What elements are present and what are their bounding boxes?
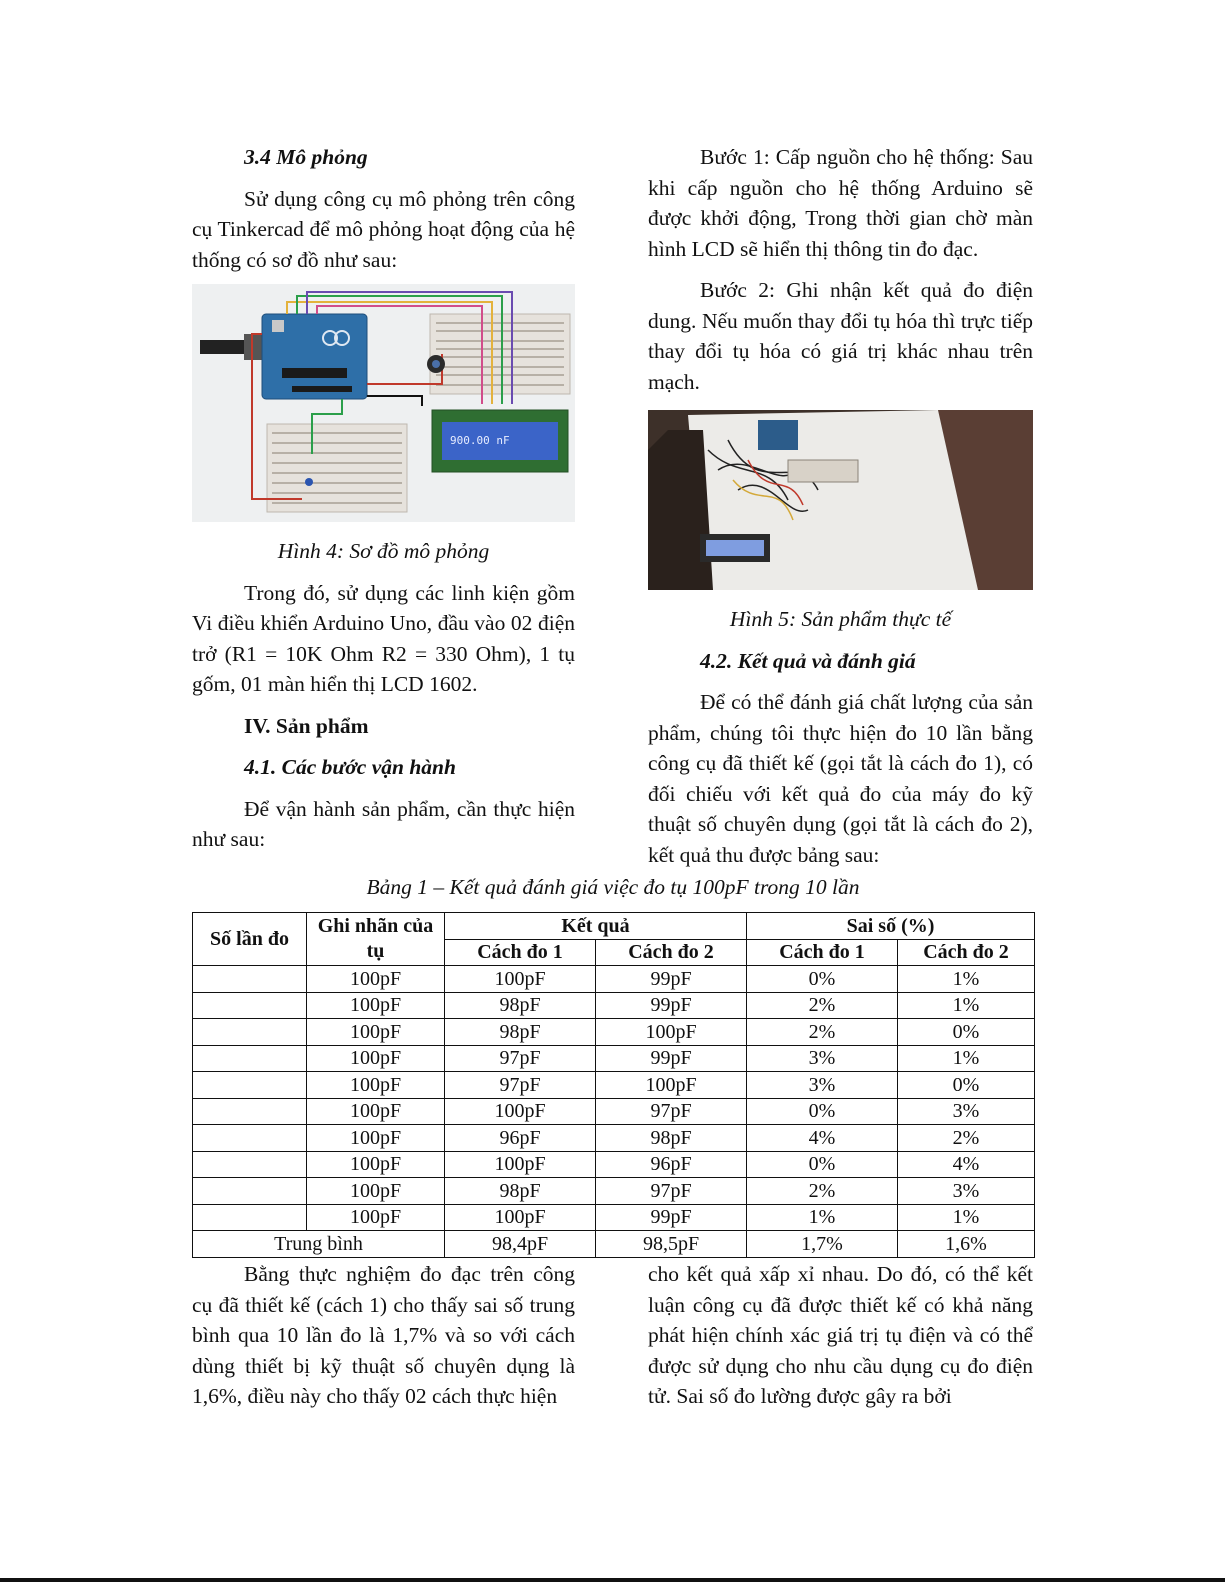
- table-cell: 1%: [898, 966, 1035, 993]
- table-row: [193, 1072, 1035, 1099]
- table-cell: [193, 1151, 307, 1178]
- header-capacitor-label: Ghi nhãn của tụ: [307, 913, 445, 966]
- table-cell: 100pF: [307, 992, 445, 1019]
- table-cell: 2%: [747, 1178, 898, 1205]
- table-cell: 99pF: [596, 1045, 747, 1072]
- table-row: [193, 992, 1035, 1019]
- table-cell: [193, 1045, 307, 1072]
- simulation-schematic: [192, 284, 575, 522]
- table-cell: [193, 1204, 307, 1231]
- table-cell: 98pF: [445, 992, 596, 1019]
- figure-4-caption: Hình 4: Sơ đồ mô phỏng: [277, 539, 490, 563]
- table-cell: 100pF: [307, 1125, 445, 1152]
- table-cell: [193, 1125, 307, 1152]
- table-cell: 98pF: [596, 1125, 747, 1152]
- table-cell: 0%: [898, 1072, 1035, 1099]
- average-method-1: 98,4pF: [445, 1231, 596, 1258]
- table-cell: 100pF: [445, 1151, 596, 1178]
- table-cell: 98pF: [445, 1178, 596, 1205]
- average-error-1: 1,7%: [747, 1231, 898, 1258]
- table-cell: 99pF: [596, 1204, 747, 1231]
- table-cell: 1%: [898, 992, 1035, 1019]
- section-heading-4-2: 4.2. Kết quả và đánh giá: [700, 648, 916, 673]
- header-result-method-1: Cách đo 1: [445, 939, 596, 966]
- table-cell: 1%: [747, 1204, 898, 1231]
- table-row: [193, 1204, 1035, 1231]
- figure-4-simulation-diagram: [192, 284, 575, 522]
- table-cell: 100pF: [307, 1204, 445, 1231]
- table-row: [193, 1019, 1035, 1046]
- step-2: Bước 2: Ghi nhận kết quả đo điện dung. Nếu muốn thay đổi tụ hóa thì trực tiếp thay đổi tụ hóa có giá trị khác nhau trên mạch.: [648, 278, 1033, 394]
- table-cell: 97pF: [596, 1178, 747, 1205]
- table-cell: 100pF: [307, 1072, 445, 1099]
- section-heading-4-1: 4.1. Các bước vận hành: [244, 755, 456, 779]
- header-error: Sai số (%): [747, 913, 1035, 940]
- table-cell: 3%: [898, 1098, 1035, 1125]
- table-cell: 99pF: [596, 966, 747, 993]
- table-cell: 100pF: [596, 1072, 747, 1099]
- table-cell: 2%: [747, 1019, 898, 1046]
- table-cell: 100pF: [307, 1098, 445, 1125]
- paragraph-simulation: Sử dụng công cụ mô phỏng trên công cụ Tinkercad để mô phỏng hoạt động của hệ thống có sơ đồ như sau:: [192, 186, 575, 272]
- section-heading-3-4: 3.4 Mô phỏng: [244, 145, 368, 169]
- table-cell: 98pF: [445, 1019, 596, 1046]
- average-method-2: 98,5pF: [596, 1231, 747, 1258]
- table-cell: 0%: [898, 1019, 1035, 1046]
- table-1-caption: Bảng 1 – Kết quả đánh giá việc đo tụ 100pF trong 10 lần: [366, 875, 860, 899]
- table-cell: 1%: [898, 1204, 1035, 1231]
- results-table-body: [193, 966, 1035, 1231]
- paragraph-evaluation: Để có thể đánh giá chất lượng của sản phẩm, chúng tôi thực hiện đo 10 lần bằng công cụ đã thiết kế (gọi tắt là cách đo 1), có đối chiếu với kết quả đo của máy đo kỹ thuật số chuyên dụng (gọi tắt là cách đo 2), kết quả thu được bảng sau:: [648, 690, 1033, 867]
- table-cell: 3%: [898, 1178, 1035, 1205]
- table-cell: 4%: [747, 1125, 898, 1152]
- table-cell: 100pF: [307, 1045, 445, 1072]
- table-cell: 97pF: [596, 1098, 747, 1125]
- bottom-right-column: [648, 1259, 1033, 1412]
- header-error-method-1: Cách đo 1: [747, 939, 898, 966]
- table-row: [193, 1045, 1035, 1072]
- header-result: Kết quả: [445, 913, 747, 940]
- table-cell: 100pF: [307, 1151, 445, 1178]
- table-cell: 96pF: [596, 1151, 747, 1178]
- table-cell: 2%: [898, 1125, 1035, 1152]
- page-bottom-rule: [0, 1578, 1225, 1582]
- table-cell: 0%: [747, 966, 898, 993]
- lcd-reading: 900.00 nF: [450, 434, 510, 447]
- table-row: [193, 966, 1035, 993]
- table-row: [193, 1125, 1035, 1152]
- results-table: [192, 912, 1035, 1258]
- table-cell: 100pF: [307, 1019, 445, 1046]
- table-cell: 0%: [747, 1151, 898, 1178]
- table-cell: [193, 1019, 307, 1046]
- average-error-2: 1,6%: [898, 1231, 1035, 1258]
- right-column: [648, 142, 1033, 870]
- table-cell: 100pF: [445, 966, 596, 993]
- table-cell: 2%: [747, 992, 898, 1019]
- table-cell: 3%: [747, 1072, 898, 1099]
- paragraph-operate: Để vận hành sản phẩm, cần thực hiện như sau:: [192, 796, 575, 851]
- figure-5-product-photo: [648, 410, 1033, 590]
- table-cell: 1%: [898, 1045, 1035, 1072]
- header-result-method-2: Cách đo 2: [596, 939, 747, 966]
- step-1: Bước 1: Cấp nguồn cho hệ thống: Sau khi cấp nguồn cho hệ thống Arduino sẽ được khởi động, Trong thời gian chờ màn hình LCD sẽ hiển thị thông tin đo đạc.: [648, 145, 1033, 261]
- table-cell: 3%: [747, 1045, 898, 1072]
- paragraph-components: Trong đó, sử dụng các linh kiện gồm Vi điều khiển Arduino Uno, đầu vào 02 điện trở (R1 = 10K Ohm R2 = 330 Ohm), 1 tụ gốm, 01 màn hiển thị LCD 1602.: [192, 580, 575, 696]
- left-column: [192, 142, 575, 855]
- table-cell: [193, 1072, 307, 1099]
- paragraph-conclusion-right: cho kết quả xấp xỉ nhau. Do đó, có thể kết luận công cụ đã được thiết kế có khả năng phát hiện chính xác giá trị tụ điện và có thể được sử dụng cho nhu cầu dụng cụ đo điện tử. Sai số đo lường được gây ra bởi: [648, 1262, 1033, 1408]
- table-cell: [193, 966, 307, 993]
- table-cell: 100pF: [445, 1204, 596, 1231]
- table-cell: [193, 992, 307, 1019]
- bottom-left-column: [192, 1259, 575, 1412]
- table-cell: 97pF: [445, 1072, 596, 1099]
- product-photo-illustration: [648, 410, 1033, 590]
- header-measure-count: Số lần đo: [193, 913, 307, 966]
- header-error-method-2: Cách đo 2: [898, 939, 1035, 966]
- table-cell: [193, 1098, 307, 1125]
- average-label: Trung bình: [193, 1231, 445, 1258]
- table-cell: 4%: [898, 1151, 1035, 1178]
- table-row: [193, 1151, 1035, 1178]
- table-row: [193, 1098, 1035, 1125]
- table-row: [193, 1178, 1035, 1205]
- table-cell: 97pF: [445, 1045, 596, 1072]
- table-cell: 0%: [747, 1098, 898, 1125]
- table-cell: [193, 1178, 307, 1205]
- figure-5-caption: Hình 5: Sản phẩm thực tế: [729, 607, 952, 631]
- table-cell: 96pF: [445, 1125, 596, 1152]
- paragraph-conclusion-left: Bằng thực nghiệm đo đạc trên công cụ đã thiết kế (cách 1) cho thấy sai số trung bình qua 10 lần đo là 1,7% và so với cách dùng thiết bị kỹ thuật số chuyên dụng là 1,6%, điều này cho thấy 02 cách thực hiện: [192, 1262, 575, 1408]
- table-cell: 100pF: [445, 1098, 596, 1125]
- average-row: [193, 1231, 1035, 1258]
- table-cell: 100pF: [596, 1019, 747, 1046]
- table-cell: 100pF: [307, 966, 445, 993]
- section-heading-iv: IV. Sản phẩm: [244, 713, 369, 738]
- table-cell: 100pF: [307, 1178, 445, 1205]
- table-cell: 99pF: [596, 992, 747, 1019]
